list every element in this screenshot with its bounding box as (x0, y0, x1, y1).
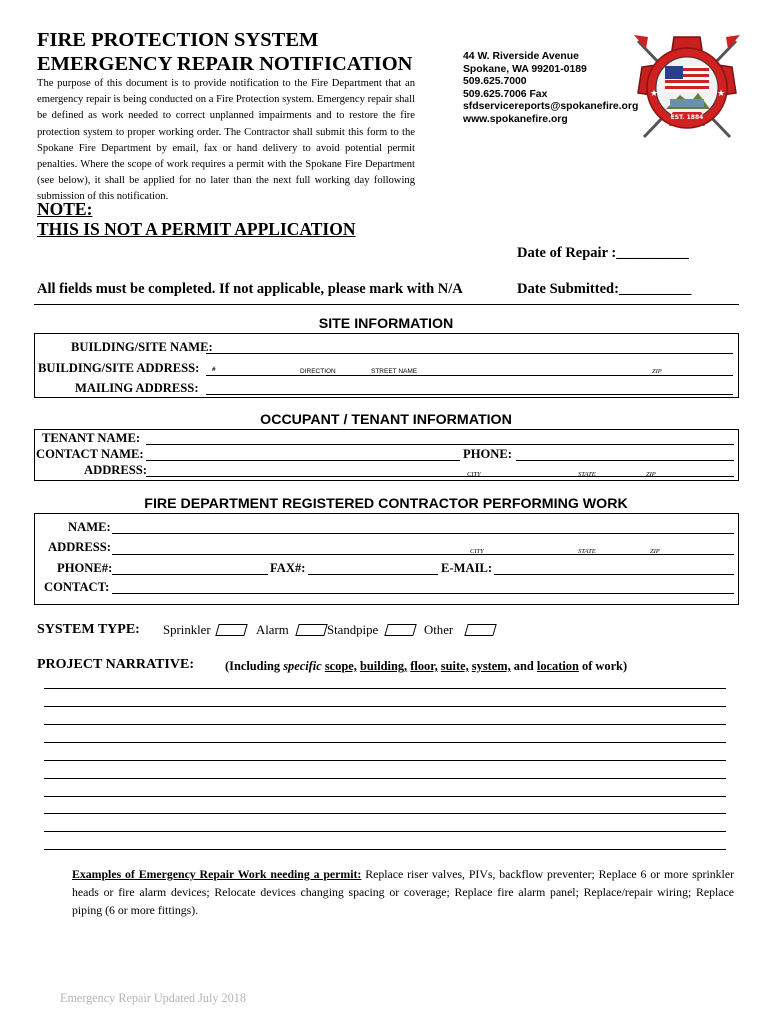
project-narrative-label: PROJECT NARRATIVE: (37, 657, 194, 672)
contractor-state-caption: STATE (578, 548, 596, 555)
contractor-heading-rule (34, 513, 739, 514)
contractor-name-label: NAME: (68, 520, 111, 534)
contact-name-input[interactable] (146, 460, 460, 461)
occupant-zip-caption: ZIP (646, 471, 656, 478)
title-line-1: FIRE PROTECTION SYSTEM (37, 29, 319, 51)
occupant-section-heading: OCCUPANT / TENANT INFORMATION (260, 412, 512, 428)
fire-department-logo (632, 33, 742, 145)
other-option-label: Other (424, 623, 454, 637)
examples-heading: Examples of Emergency Repair Work needing a permit: (72, 867, 362, 881)
sprinkler-checkbox[interactable] (215, 624, 247, 636)
narrative-line[interactable] (44, 724, 726, 725)
occupant-state-caption: STATE (578, 471, 596, 478)
contractor-email-label: E-MAIL: (441, 561, 493, 575)
occupant-heading-rule (34, 429, 739, 430)
site-zip-caption: ZIP (652, 368, 662, 375)
narrative-line[interactable] (44, 796, 726, 797)
date-submitted-field[interactable]: Date Submitted:__________ (517, 281, 692, 297)
occupant-phone-label: PHONE: (463, 447, 512, 461)
contractor-fax-label: FAX#: (270, 561, 306, 575)
site-left-border (34, 333, 35, 398)
hint-floor: floor, (410, 659, 438, 673)
examples-text: Replace riser valves, PIVs, backflow preventer; Replace 6 or more sprinkler heads or fire alarm devices; Relocate devices changing spacing or coverage; Replace fire alarm panel; Replace/repair wiring; Replace piping (6 or more fittings). (72, 867, 735, 917)
building-name-label: BUILDING/SITE NAME: (71, 340, 213, 354)
system-type-label: SYSTEM TYPE: (37, 622, 140, 637)
contractor-section-heading: FIRE DEPARTMENT REGISTERED CONTRACTOR PERFORMING WORK (144, 496, 628, 512)
contact-name-label: CONTACT NAME: (36, 447, 144, 461)
narrative-line[interactable] (44, 778, 726, 779)
contractor-right-border (738, 513, 739, 605)
building-name-input[interactable] (206, 353, 733, 354)
examples-paragraph (72, 865, 734, 919)
occupant-phone-input[interactable] (516, 460, 734, 461)
footer-revision: Emergency Repair Updated July 2018 (60, 991, 246, 1005)
building-address-input[interactable] (206, 375, 733, 376)
standpipe-option-label: Standpipe (327, 623, 379, 637)
contractor-phone-label: PHONE#: (57, 561, 113, 575)
project-narrative-hint (225, 659, 627, 674)
narrative-line[interactable] (44, 813, 726, 814)
contractor-contact-label: CONTACT: (44, 580, 110, 594)
contact-phone: 509.625.7000 (463, 76, 527, 88)
narrative-line[interactable] (44, 706, 726, 707)
occupant-right-border (738, 429, 739, 481)
narrative-line[interactable] (44, 688, 726, 689)
narrative-line[interactable] (44, 760, 726, 761)
occupant-city-caption: CITY (467, 471, 481, 478)
alarm-checkbox[interactable] (295, 624, 327, 636)
site-section-heading: SITE INFORMATION (318, 316, 454, 332)
site-section-top-rule (34, 304, 739, 305)
sprinkler-option-label: Sprinkler (163, 623, 211, 637)
occupant-address-label: ADDRESS: (84, 463, 147, 477)
contact-fax: 509.625.7006 Fax (463, 88, 548, 100)
note-not-permit: THIS IS NOT A PERMIT APPLICATION (37, 219, 356, 239)
mailing-address-input[interactable] (206, 394, 733, 395)
instructions-text: All fields must be completed. If not applicable, please mark with N/A (37, 281, 463, 297)
date-of-repair-field[interactable]: Date of Repair :__________ (517, 245, 689, 261)
contractor-address-label: ADDRESS: (48, 540, 111, 554)
title-line-2: EMERGENCY REPAIR NOTIFICATION (37, 53, 413, 75)
hint-specific: specific (283, 659, 322, 673)
site-section-heading-rule (34, 333, 739, 334)
contact-website[interactable]: www.spokanefire.org (463, 113, 568, 125)
occupant-left-border (34, 429, 35, 481)
contact-block (463, 51, 638, 127)
hint-building: building, (359, 659, 408, 673)
contact-city: Spokane, WA 99201-0189 (463, 63, 587, 75)
hint-system: system, (471, 659, 511, 673)
narrative-line[interactable] (44, 831, 726, 832)
address-number-marker: # (212, 366, 216, 373)
contractor-bottom-rule (34, 604, 739, 605)
contractor-left-border (34, 513, 35, 605)
contractor-fax-input[interactable] (308, 574, 438, 575)
hint-close: of work) (582, 659, 628, 673)
contact-email[interactable]: sfdservicereports@spokanefire.org (463, 101, 639, 113)
contractor-phone-input[interactable] (112, 574, 268, 575)
narrative-line[interactable] (44, 849, 726, 850)
contractor-city-caption: CITY (470, 548, 484, 555)
contractor-name-input[interactable] (112, 533, 734, 534)
site-right-border (738, 333, 739, 398)
tenant-name-label: TENANT NAME: (42, 431, 141, 445)
logo-badge-text: EST. 1884 (670, 114, 704, 121)
occupant-bottom-rule (34, 480, 739, 481)
intro-paragraph: The purpose of this document is to provide notification to the Fire Department that an emergency repair is being conducted on a Fire Protection system. Emergency repair shall be defined as work needed to correct unplanned impairments and to restore the fire protection system to proper working order. The Contractor shall submit this form to the Spokane Fire Department by email, fax or hand delivery to avoid potential permit penalties. Where the scope of work requires a permit with the Spokane Fire Department (see below), it shall be applied for no later than the next full working day following submission of this notification. (37, 78, 415, 203)
hint-location: location (536, 659, 579, 673)
standpipe-checkbox[interactable] (384, 624, 416, 636)
contractor-email-input[interactable] (494, 574, 734, 575)
building-address-label: BUILDING/SITE ADDRESS: (38, 361, 200, 375)
hint-open: (Including (225, 659, 284, 673)
document-title (37, 28, 412, 76)
site-section-bottom-rule (34, 397, 739, 398)
note-block (37, 199, 356, 239)
contractor-zip-caption: ZIP (650, 548, 660, 555)
logo-star-right: ★ (717, 88, 726, 98)
other-checkbox[interactable] (464, 624, 496, 636)
contact-street: 44 W. Riverside Avenue (463, 51, 579, 62)
hint-and: and (513, 659, 534, 673)
hint-scope: scope, (324, 659, 357, 673)
occupant-address-input[interactable] (146, 476, 734, 477)
mailing-address-label: MAILING ADDRESS: (75, 381, 199, 395)
alarm-option-label: Alarm (256, 623, 289, 637)
hint-suite: suite, (440, 659, 469, 673)
street-name-caption: STREET NAME (371, 368, 418, 375)
direction-caption: DIRECTION (300, 368, 336, 375)
contractor-address-input[interactable] (112, 554, 734, 555)
note-heading: NOTE: (37, 199, 93, 219)
narrative-line[interactable] (44, 742, 726, 743)
logo-star-left: ★ (650, 88, 659, 98)
contractor-contact-input[interactable] (112, 593, 734, 594)
tenant-name-input[interactable] (146, 444, 734, 445)
